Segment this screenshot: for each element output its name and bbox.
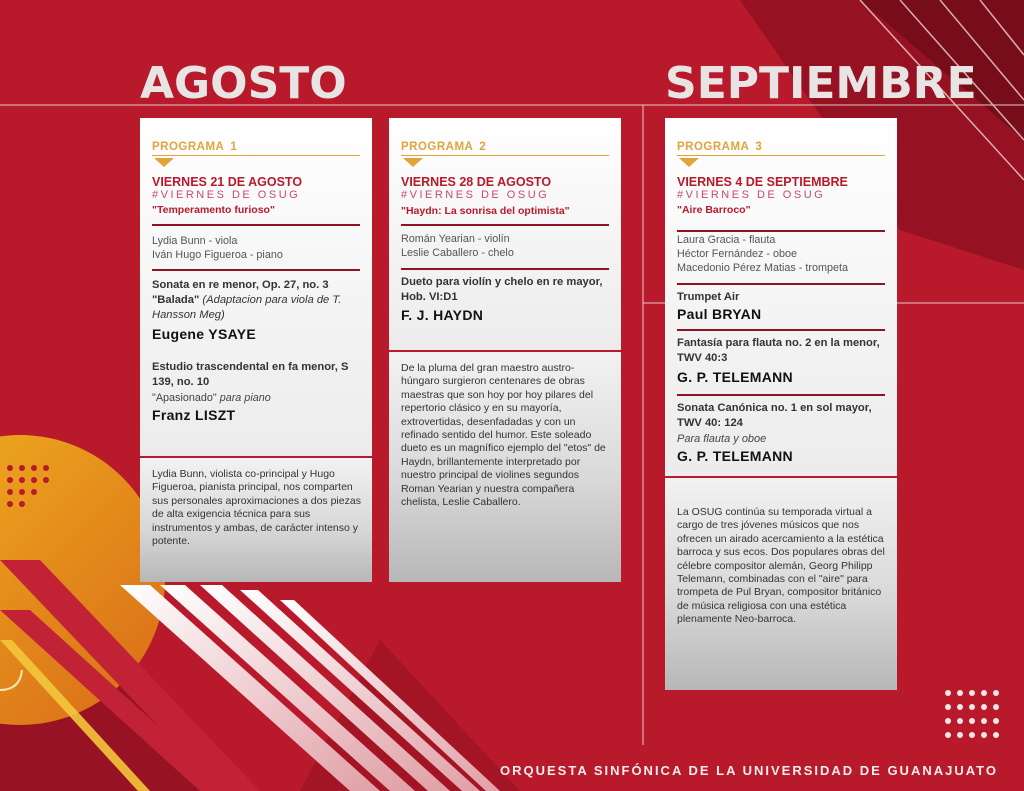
composer-name: Franz LISZT [152, 407, 236, 423]
program-card-2 [389, 118, 621, 350]
work-title: Sonata Canónica no. 1 en sol mayor, TWV 40: 124 [677, 402, 872, 429]
month-title-agosto: AGOSTO [140, 58, 347, 109]
divider [677, 394, 885, 396]
performers [152, 234, 362, 262]
program-card-1 [140, 118, 372, 456]
program-date: VIERNES 21 DE AGOSTO [152, 175, 303, 189]
program-hashtag: #VIERNES DE OSUG [152, 189, 301, 201]
arrow-marker-icon [679, 158, 699, 167]
work-title: Sonata en re menor, Op. 27, no. 3 "Balada" (Adaptacion para viola de T. Hansson Meg) [152, 279, 342, 321]
program-description: De la pluma del gran maestro austro-húngaro surgieron centenares de obras maestras que son hoy por hoy pilares del repertorio clásico y en su mayoría, extrovertidas, desenfadadas y con un refinado sentido del humor. Este soleado dueto es un magnífico ejemplo del "etos" de Haydn, brillantemente interpretado por nuestro principal de violines segundos Roman Yearian y nuestra compañera chelista, Leslie Caballero. [401, 362, 606, 509]
program-label: PROGRAMA 3 [677, 141, 885, 156]
program-card-3 [665, 118, 897, 476]
description-card-1 [140, 458, 372, 582]
work-note: "Apasionado" para piano [152, 392, 271, 404]
composer-name: Eugene YSAYE [152, 326, 256, 342]
composer-name: G. P. TELEMANN [677, 448, 793, 464]
performer: Leslie Caballero - chelo [401, 247, 514, 259]
work-title: Estudio trascendental en fa menor, S 139, no. 10 [152, 361, 349, 388]
performer: Héctor Fernández - oboe [677, 248, 798, 260]
composer-name: Paul BRYAN [677, 306, 762, 322]
divider [152, 224, 360, 226]
program-label: PROGRAMA 1 [152, 141, 360, 156]
divider [401, 268, 609, 270]
divider [677, 329, 885, 331]
orchestra-footer: ORQUESTA SINFÓNICA DE LA UNIVERSIDAD DE GUANAJUATO [500, 763, 998, 778]
month-title-septiembre: SEPTIEMBRE [665, 58, 977, 109]
program-subtitle: "Temperamento furioso" [152, 204, 275, 216]
performer: Macedonio Pérez Matias - trompeta [677, 262, 849, 274]
program-hashtag: #VIERNES DE OSUG [401, 189, 550, 201]
composer-name: F. J. HAYDN [401, 307, 484, 323]
program-description: Lydia Bunn, violista co-principal y Hugo Figueroa, pianista principal, nos comparten sus personales aproximaciones a dos piezas de alta exigencia técnica para sus instrumentos y ambas, de carácter intenso y potente. [152, 468, 361, 548]
composer-name: G. P. TELEMANN [677, 369, 793, 385]
arrow-marker-icon [403, 158, 423, 167]
work-title: Fantasía para flauta no. 2 en la menor, TWV 40:3 [677, 337, 880, 364]
divider [677, 230, 885, 232]
divider [677, 283, 885, 285]
program-description: La OSUG continúa su temporada virtual a cargo de tres jóvenes músicos que nos ofrecen un airado acercamiento a la estética barroca y sus ecos. Dos populares obras del célebre compositor alemán, Georg Philipp Telemann, combinadas con el "aire" para trompeta de Pul Bryan, compositor británico de música religiosa con una estética plenamente Neo-barroca. [677, 506, 885, 626]
work-title: Dueto para violín y chelo en re mayor, Hob. VI:D1 [401, 276, 603, 303]
program-hashtag: #VIERNES DE OSUG [677, 189, 826, 201]
program-subtitle: "Haydn: La sonrisa del optimista" [401, 205, 570, 217]
performer: Laura Gracia - flauta [677, 234, 776, 246]
program-date: VIERNES 28 DE AGOSTO [401, 175, 552, 189]
arrow-marker-icon [154, 158, 174, 167]
performer: Lydia Bunn - viola [152, 235, 238, 247]
performer: Iván Hugo Figueroa - piano [152, 249, 283, 261]
performer: Román Yearian - violín [401, 233, 510, 245]
description-card-3 [665, 478, 897, 690]
performers [677, 233, 887, 275]
program-subtitle: "Aire Barroco" [677, 204, 751, 216]
description-card-2 [389, 352, 621, 582]
performers [401, 232, 611, 260]
program-label: PROGRAMA 2 [401, 141, 609, 156]
divider [152, 269, 360, 271]
work-note: Para flauta y oboe [677, 433, 767, 445]
program-date: VIERNES 4 DE SEPTIEMBRE [677, 175, 848, 189]
divider [401, 224, 609, 226]
work-title: Trumpet Air [677, 291, 740, 303]
